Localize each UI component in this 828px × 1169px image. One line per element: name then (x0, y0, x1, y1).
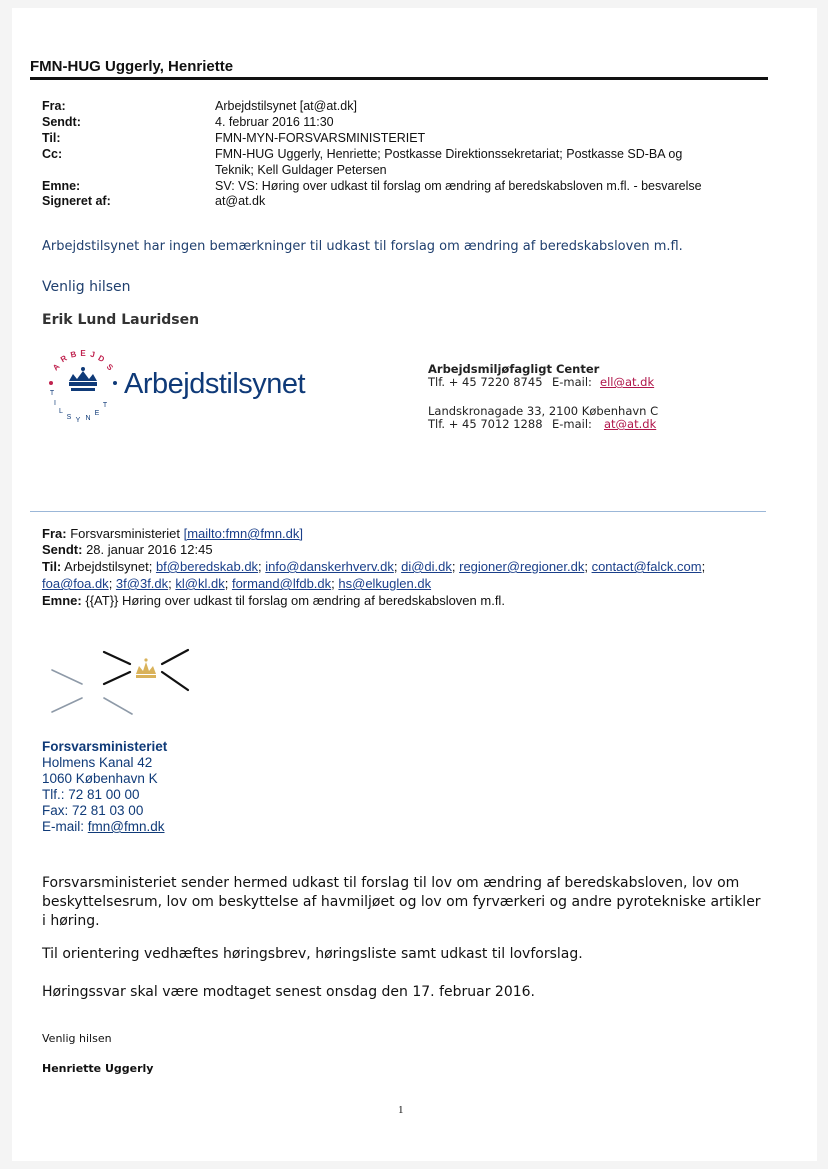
forwarded-to-prefix: Arbejdstilsynet; (64, 559, 153, 574)
svg-text:E: E (94, 410, 100, 417)
recipient-link[interactable]: bf@beredskab.dk (155, 559, 259, 574)
svg-text:S: S (104, 362, 115, 373)
to-value: FMN-MYN-FORSVARSMINISTERIET (215, 131, 426, 145)
forwarded-subject-value: {{AT}} Høring over udkast til forslag om ændring af beredskabsloven m.fl. (85, 593, 505, 608)
subject-label: Emne: (42, 179, 81, 193)
recipient-link[interactable]: formand@lfdb.dk (231, 576, 332, 591)
forwarded-to-row-2: foa@foa.dk; 3f@3f.dk; kl@kl.dk; formand@lfdb.dk; hs@elkuglen.dk (42, 576, 432, 591)
svg-text:B: B (69, 349, 78, 360)
forwarded-sent-row (42, 542, 213, 557)
forwarded-from-label: Fra: (42, 526, 67, 541)
forsvarsministeriet-logo (48, 642, 198, 722)
at-main-email-label: E-mail: (552, 417, 592, 431)
fmn-org-name: Forsvarsministeriet (42, 739, 168, 754)
svg-text:A: A (51, 362, 62, 373)
recipient-link[interactable]: kl@kl.dk (175, 576, 225, 591)
svg-text:J: J (89, 349, 96, 360)
sender-name-heading: FMN-HUG Uggerly, Henriette (30, 58, 234, 75)
at-main-email-link[interactable]: at@at.dk (604, 417, 657, 431)
fmn-city: 1060 København K (42, 771, 158, 786)
to-label: Til: (42, 131, 61, 145)
at-address: Landskronagade 33, 2100 København C (428, 404, 659, 418)
svg-text:Y: Y (75, 417, 81, 424)
forwarded-from-value: Forsvarsministeriet (70, 526, 180, 541)
svg-text:N: N (85, 415, 91, 422)
fmn-fax: Fax: 72 81 03 00 (42, 803, 144, 818)
recipient-link[interactable]: info@danskerhverv.dk (265, 559, 394, 574)
forwarded-from-mailto-link[interactable]: [mailto:fmn@fmn.dk] (183, 526, 304, 541)
fmn-street: Holmens Kanal 42 (42, 755, 153, 770)
recipient-link[interactable]: di@di.dk (401, 559, 452, 574)
recipient-link[interactable]: regioner@regioner.dk (459, 559, 585, 574)
letter-paragraph-1: Forsvarsministeriet sender hermed udkast til forslag til lov om ændring af beredskabsloven, lov om beskyttelsesrum, lov om beskyttelse af havmiljøet og lov om fyrværkeri og andre pyrotekniske artikler i høring. (42, 875, 761, 929)
fmn-email-link[interactable]: fmn@fmn.dk (87, 819, 165, 834)
recipient-link[interactable]: foa@foa.dk (42, 576, 109, 591)
at-center-email-link[interactable]: ell@at.dk (600, 375, 655, 389)
heading-rule (30, 77, 768, 80)
recipient-link[interactable]: hs@elkuglen.dk (338, 576, 432, 591)
at-center-email-label: E-mail: (552, 375, 592, 389)
from-value: Arbejdstilsynet [at@at.dk] (215, 99, 357, 113)
letter-signer: Henriette Uggerly (42, 1062, 154, 1075)
forwarded-sent-value: 28. januar 2016 12:45 (86, 542, 213, 557)
from-label: Fra: (42, 99, 66, 113)
reply-message: Arbejdstilsynet har ingen bemærkninger til udkast til forslag om ændring af beredskabsloven m.fl. (42, 239, 683, 254)
cc-value-line2: Teknik; Kell Guldager Petersen (215, 163, 387, 177)
fmn-email-row (42, 819, 165, 834)
fmn-email-label: E-mail: (42, 819, 85, 834)
svg-text:I: I (54, 400, 56, 407)
recipient-link[interactable]: contact@falck.com (591, 559, 702, 574)
svg-text:T: T (49, 390, 55, 397)
forward-divider (30, 511, 766, 512)
forwarded-sent-label: Sendt: (42, 542, 83, 557)
cc-label: Cc: (42, 147, 63, 161)
svg-text:T: T (102, 402, 108, 409)
letter-paragraph-3: Høringssvar skal være modtaget senest onsdag den 17. februar 2016. (42, 984, 535, 1000)
letter-greeting: Venlig hilsen (42, 1032, 112, 1045)
reply-signer: Erik Lund Lauridsen (42, 312, 200, 328)
forwarded-from-row (42, 526, 303, 541)
cc-value-line1: FMN-HUG Uggerly, Henriette; Postkasse Direktionssekretariat; Postkasse SD-BA og (215, 147, 683, 161)
forwarded-subject-row (42, 593, 505, 608)
sent-value: 4. februar 2016 11:30 (215, 115, 334, 129)
page-number: 1 (398, 1104, 404, 1116)
subject-value: SV: VS: Høring over udkast til forslag om ændring af beredskabsloven m.fl. - besvarelse (215, 179, 702, 193)
at-center-phone: Tlf. + 45 7220 8745 (428, 375, 543, 389)
forwarded-to-label: Til: (42, 559, 62, 574)
sent-label: Sendt: (42, 115, 81, 129)
signed-value: at@at.dk (215, 194, 266, 208)
forwarded-subject-label: Emne: (42, 593, 82, 608)
at-main-phone: Tlf. + 45 7012 1288 (428, 417, 543, 431)
forwarded-to-row-1: Til: Arbejdstilsynet; bf@beredskab.dk; info@danskerhverv.dk; di@di.dk; regioner@regioner.dk; contact@falck.com; (42, 559, 706, 574)
svg-text:L: L (59, 408, 63, 415)
reply-greeting: Venlig hilsen (42, 279, 131, 295)
svg-text:S: S (66, 414, 72, 421)
signed-label: Signeret af: (42, 194, 111, 208)
svg-text:E: E (80, 349, 86, 358)
svg-text:D: D (96, 353, 107, 365)
recipient-link[interactable]: 3f@3f.dk (115, 576, 169, 591)
at-center-name: Arbejdsmiljøfagligt Center (428, 362, 600, 376)
fmn-phone: Tlf.: 72 81 00 00 (42, 787, 140, 802)
letter-paragraph-2: Til orientering vedhæftes høringsbrev, høringsliste samt udkast til lovforslag. (42, 946, 583, 962)
svg-text:R: R (58, 353, 69, 365)
arbejdstilsynet-seal-logo (42, 347, 124, 429)
arbejdstilsynet-logo-text: Arbejdstilsynet (124, 368, 306, 400)
